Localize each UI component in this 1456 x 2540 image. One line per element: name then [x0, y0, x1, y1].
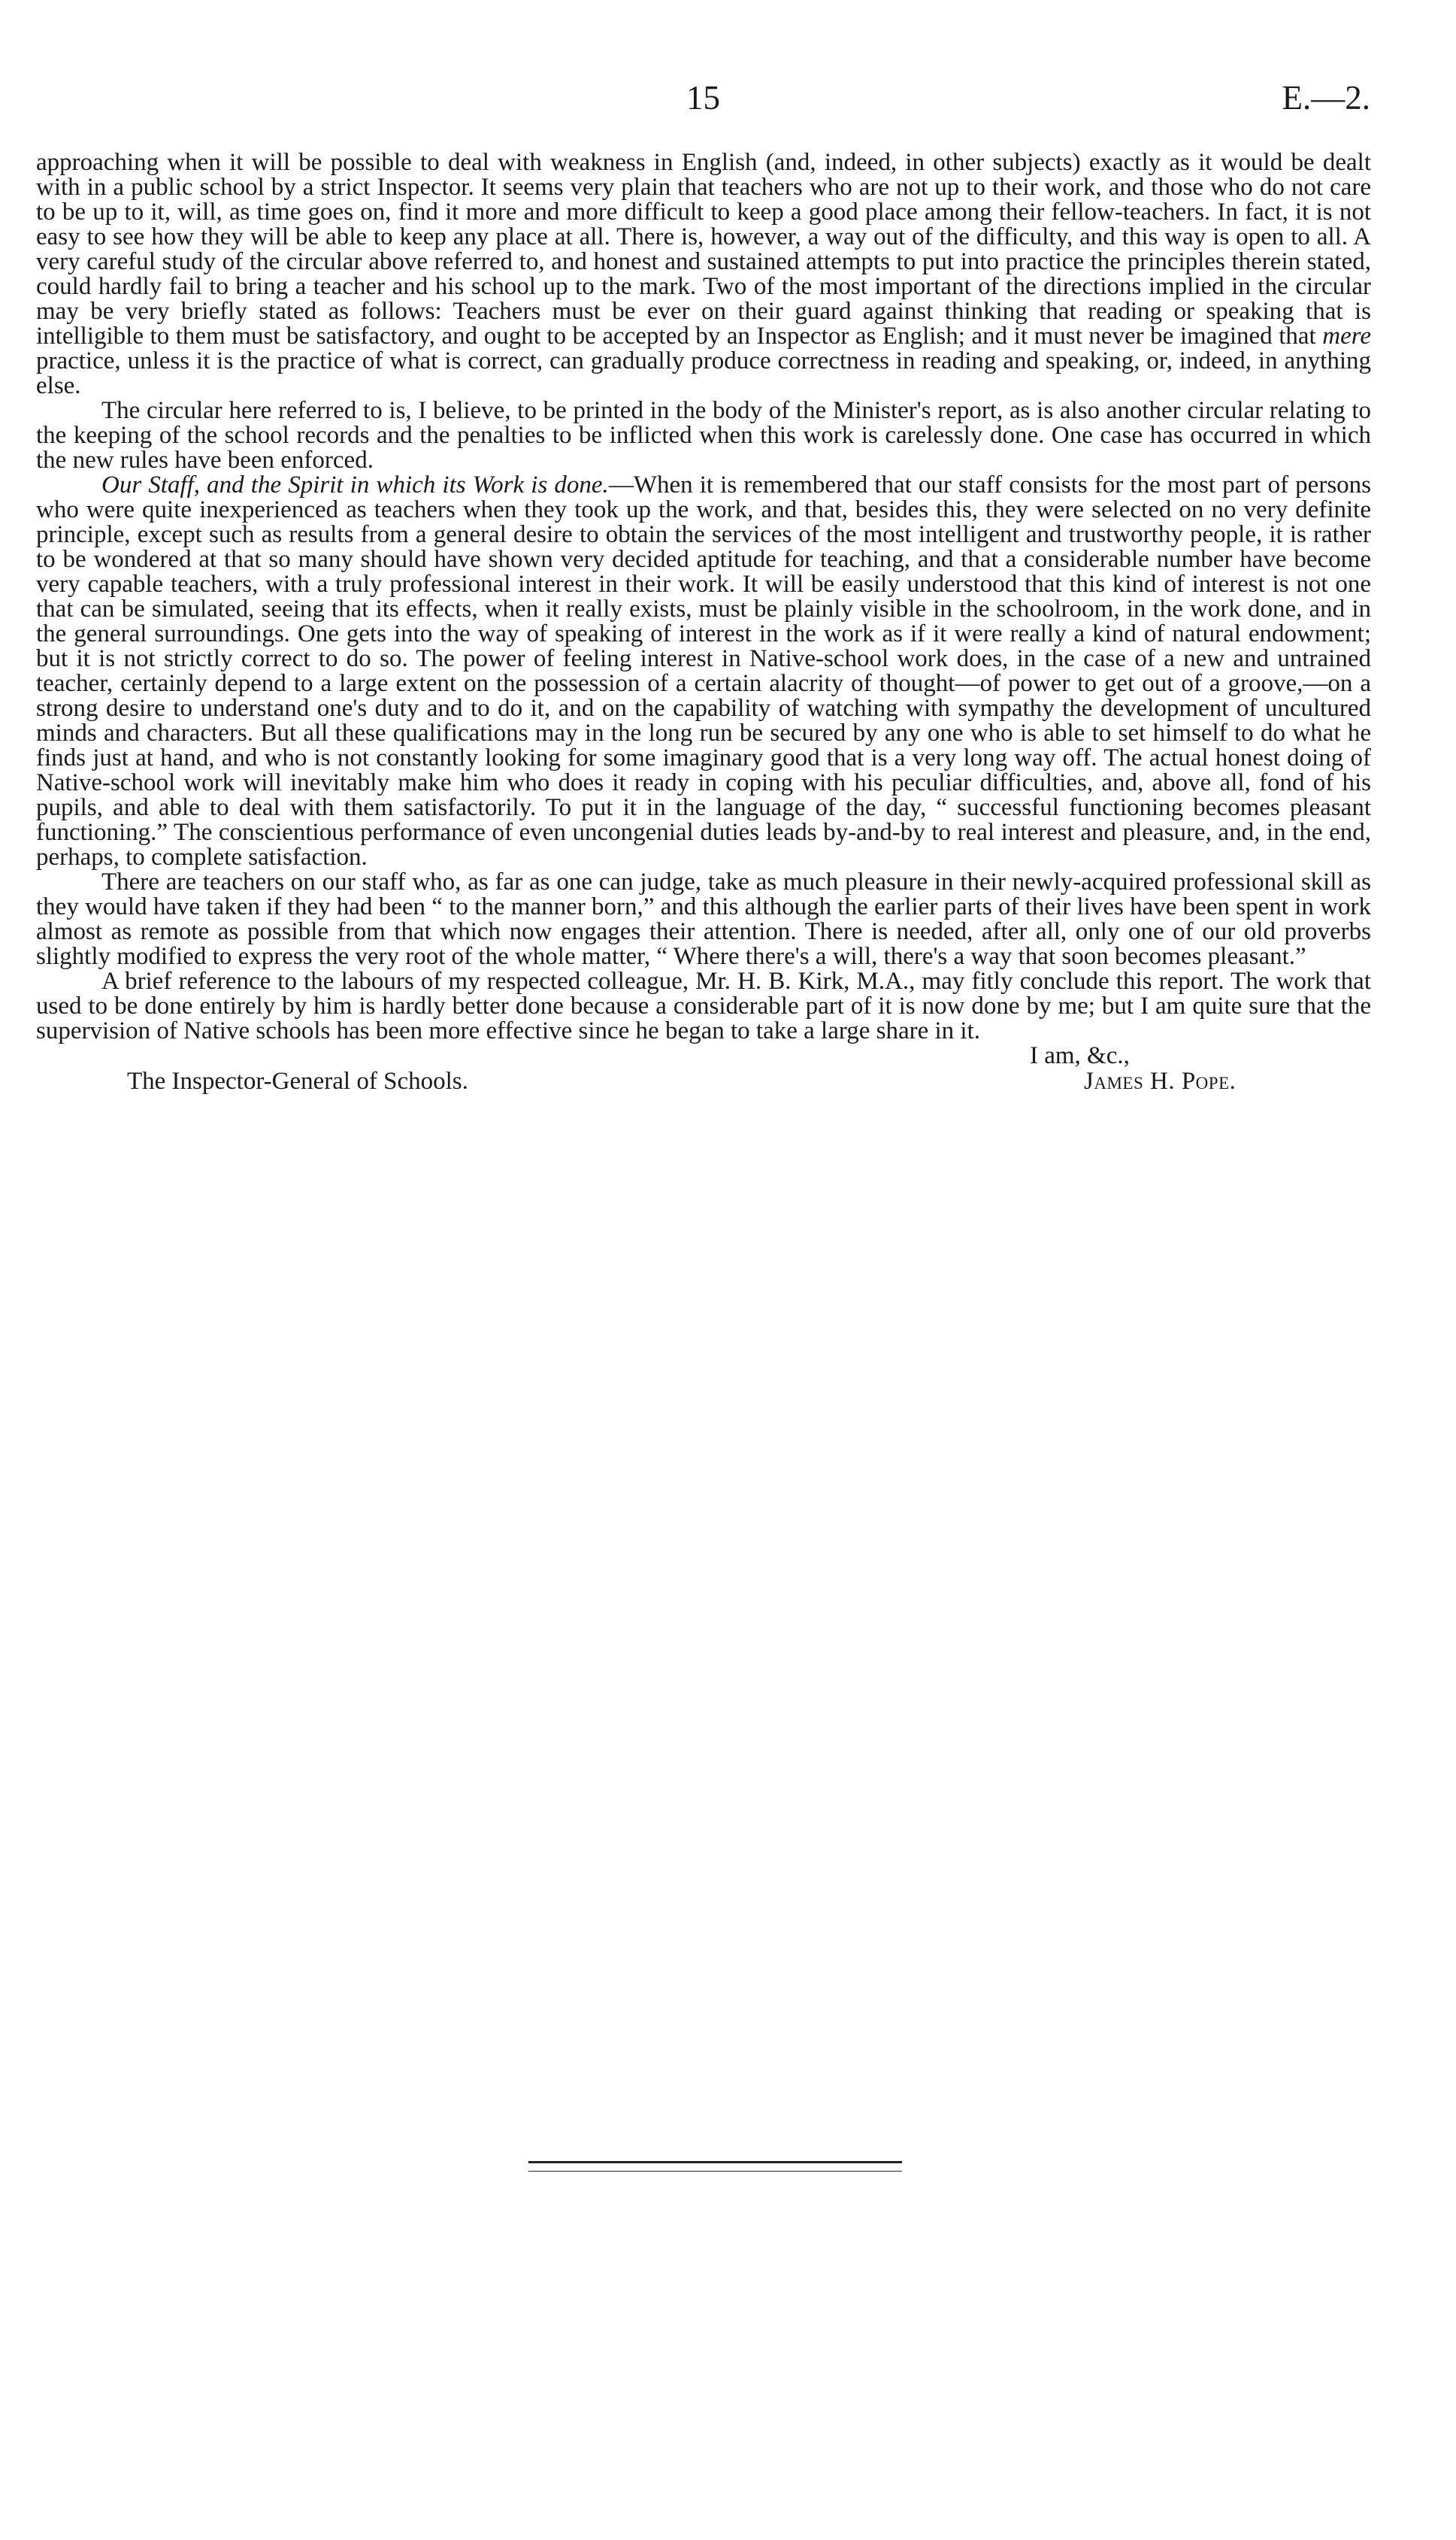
signature-row: [36, 1069, 1371, 1095]
section-heading: Our Staff, and the Spirit in which its Work is done.: [101, 471, 609, 499]
paragraph-text: —When it is remembered that our staff consists for the most part of persons who were quite inexperienced as teachers when they took up the work, and that, besides this, they were selected on no very definite principle, except such as results from a general desire to obtain the services of the most intelligent and trustworthy people, it is rather to be wondered at that so many should have shown very decided aptitude for teaching, and that a considerable number have become very capable teachers, with a truly professional interest in their work. It will be easily understood that this kind of interest is not one that can be simulated, seeing that its effects, when it really exists, must be plainly visible in the schoolroom, in the work done, and in the general surroundings. One gets into the way of speaking of interest in the work as if it were really a kind of natural endowment; but it is not strictly correct to do so. The power of feeling interest in Native-school work does, in the case of a new and untrained teacher, certainly depend to a large extent on the possession of a certain alacrity of thought—of power to get out of a groove,—on a strong desire to understand one's duty and to do it, and on the capability of watching with sympathy the development of uncultured minds and characters. But all these qualifications may in the long run be secured by any one who is able to set himself to do what he finds just at hand, and who is not constantly looking for some imaginary good that is a very long way off. The actual honest doing of Native-school work will inevitably make him who does it ready in coping with his peculiar difficulties, and, above all, fond of his pupils, and able to deal with them satisfactorily. To put it in the language of the day, “ successful functioning becomes pleasant functioning.” The conscientious performance of even uncongenial duties leads by-and-by to real interest and pleasure, and, in the end, perhaps, to complete satisfaction.: [36, 471, 1371, 871]
paragraph-staff: [36, 473, 1371, 870]
valediction: I am, &c.,: [1030, 1042, 1130, 1069]
valediction-row: [36, 1044, 1371, 1069]
paragraph-teachers: There are teachers on our staff who, as far as one can judge, take as much pleasure in their newly-acquired professional skill as they would have taken if they had been “ to the manner born,” and this although the earlier parts of their lives have been spent in work almost as remote as possible from that which now engages their attention. There is needed, after all, only one of our old proverbs slightly modified to express the very root of the whole matter, “ Where there's a will, there's a way that soon becomes pleasant.”: [36, 868, 1371, 970]
end-rule: [528, 2161, 902, 2172]
paragraph-colleague: A brief reference to the labours of my respected colleague, Mr. H. B. Kirk, M.A., may fitly conclude this report. The work that used to be done entirely by him is hardly better done because a considerable part of it is now done by me; but I am quite sure that the supervision of Native schools has been more effective since he began to take a large share in it.: [36, 968, 1371, 1044]
paragraph-circular: The circular here referred to is, I believe, to be printed in the body of the Minister's report, as is also another circular relating to the keeping of the school records and the penalties to be inflicted when this work is carelessly done. One case has occurred in which the new rules have been enforced.: [36, 397, 1371, 474]
paragraph-text: approaching when it will be possible to deal with weakness in English (and, indeed, in other subjects) exactly as it would be dealt with in a public school by a strict Inspector. It seems very plain that teachers who are not up to their work, and those who do not care to be up to it, will, as time goes on, find it more and more difficult to keep a good place among their fellow-teachers. In fact, it is not easy to see how they will be able to keep any place at all. There is, however, a way out of the difficulty, and this way is open to all. A very careful study of the circular above referred to, and honest and sustained attempts to put into practice the principles therein stated, could hardly fail to bring a teacher and his school up to the mark. Two of the most important of the directions implied in the circular may be very briefly stated as follows: Teachers must be ever on their guard against thinking that reading or speaking that is intelligible to them must be satisfactory, and ought to be accepted by an Inspector as English; and it must never be imagined that: [36, 149, 1371, 350]
paragraph-text: practice, unless it is the practice of what is correct, can gradually produce correctness in reading and speaking, or, indeed, in anything else.: [36, 347, 1371, 399]
emphasis-word: mere: [1322, 323, 1371, 350]
addressee: The Inspector-General of Schools.: [127, 1068, 468, 1095]
document-reference: E.—2.: [1282, 79, 1370, 117]
page-number: 15: [686, 79, 720, 117]
report-body: [36, 150, 1371, 1095]
paragraph-continuation: [36, 150, 1371, 399]
signatory: James H. Pope.: [1084, 1068, 1237, 1095]
page-header: [36, 78, 1370, 123]
